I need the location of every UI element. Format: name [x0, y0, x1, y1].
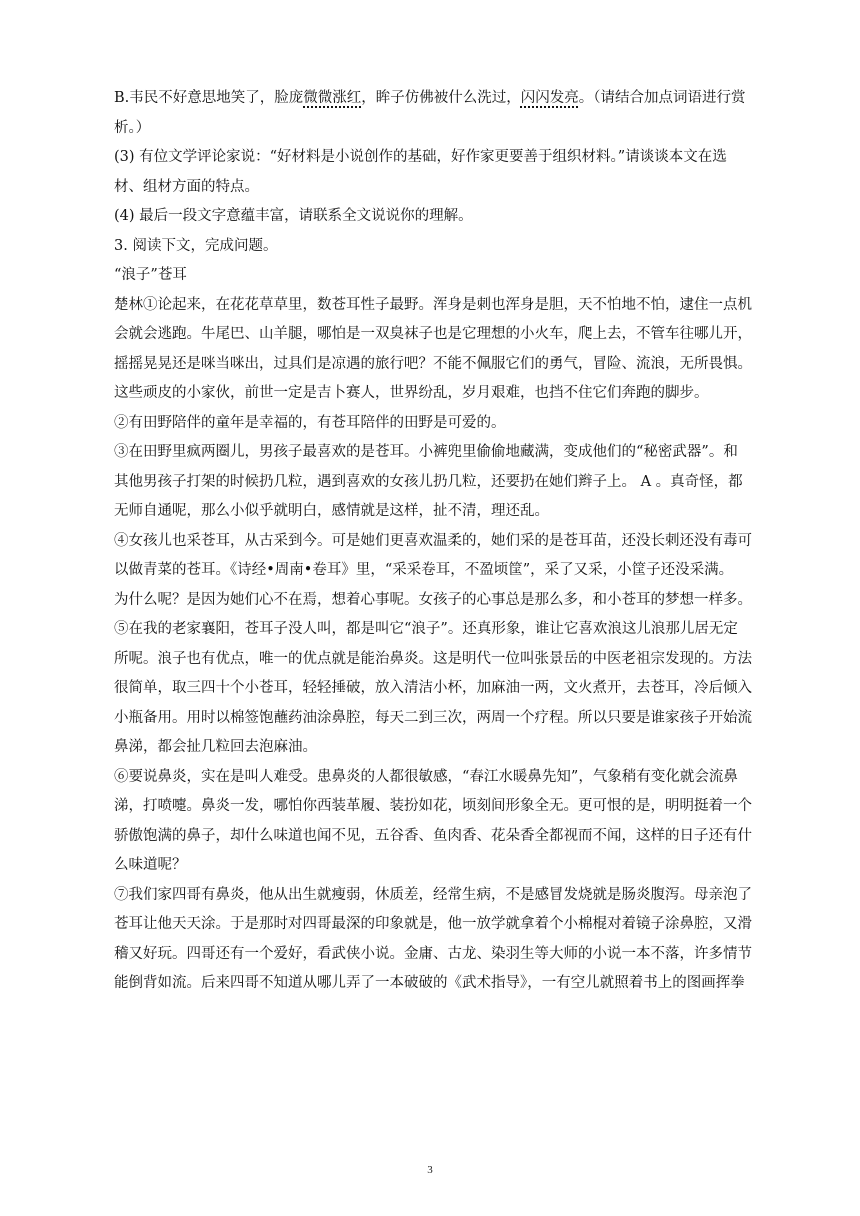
paragraph-line: ⑤在我的老家襄阳，苍耳子没人叫，都是叫它“浪子”。还真形象，谁让它喜欢浪这儿浪那儿居无定: [114, 621, 738, 637]
paragraph-line: 会就会逃跑。牛尾巴、山羊腿，哪怕是一双臭袜子也是它理想的小火车，爬上去，不管车往哪儿开，: [114, 326, 752, 342]
paragraph-line: 小瓶备用。用时以棉签饱蘸药油涂鼻腔，每天二到三次，两周一个疗程。所以只要是谁家孩子开始流: [114, 709, 752, 726]
paragraph-line: 能倒背如流。后来四哥不知道从哪儿弄了一本破破的《武术指导》，一有空儿就照着书上的图画挥拳: [114, 975, 745, 991]
paragraph-line: ④女孩儿也采苍耳，从古采到今。可是她们更喜欢温柔的，她们采的是苍耳苗，还没长刺还没有毒可: [114, 532, 752, 549]
page-number: 3: [427, 1164, 433, 1176]
paragraph-line: ②有田野陪伴的童年是幸福的，有苍耳陪伴的田野是可爱的。: [114, 414, 506, 431]
section-heading: 3. 阅读下文，完成问题。: [114, 237, 278, 254]
text-run: 。（请结合加点词语进行赏: [578, 90, 746, 106]
paragraph-line: 骄傲饱满的鼻子，却什么味道也闻不见，五谷香、鱼肉香、花朵香全都视而不闻，这样的日子还有什: [114, 827, 752, 844]
paragraph-line: 以做青菜的苍耳。《诗经•周南•卷耳》里，“采采卷耳，不盈顷筐”，采了又采，小筐子还没采满。: [114, 562, 734, 578]
paragraph-line: 很简单，取三四十个小苍耳，轻轻捶破，放入清洁小杯，加麻油一两，文火煮开，去苍耳，冷后倾入: [114, 680, 752, 696]
paragraph-line: 稽又好玩。四哥还有一个爱好，看武侠小说。金庸、古龙、染羽生等大师的小说一本不落，许多情节: [114, 945, 752, 962]
question-4: (4) 最后一段文字意蕴丰富，请联系全文说说你的理解。: [114, 208, 473, 224]
paragraph-line: 么味道呢？: [114, 857, 187, 873]
article-title: “浪子”苍耳: [114, 267, 187, 283]
paragraph-line: 苍耳让他天天涂。于是那时对四哥最深的印象就是，他一放学就拿着个小棉棍对着镜子涂鼻腔，又滑: [114, 916, 752, 932]
paragraph-line: 这些顽皮的小家伙，前世一定是吉卜赛人，世界纷乱，岁月艰难，也挡不住它们奔跑的脚步。: [114, 385, 709, 401]
paragraph-line: ③在田野里疯两圈儿，男孩子最喜欢的是苍耳。小裤兜里偷偷地藏满，变成他们的“秘密武器”。和: [114, 444, 738, 460]
paragraph-line: 鼻涕，都会扯几粒回去泡麻油。: [114, 739, 317, 755]
text-line: [114, 84, 766, 114]
document-body: [114, 84, 766, 999]
paragraph-line: ⑥要说鼻炎，实在是叫人难受。患鼻炎的人都很敏感，“春江水暖鼻先知”，气象稍有变化就会流鼻: [114, 768, 738, 785]
emphasized-words: 闪闪发亮: [520, 90, 579, 106]
paragraph-line: 摇摇晃晃还是咪当咪出，过具们是凉遇的旅行吧？不能不佩服它们的勇气，冒险、流浪，无所畏惧。: [114, 355, 752, 372]
text-line: 材、组材方面的特点。: [114, 178, 259, 195]
emphasized-words: 微微涨红: [303, 90, 362, 106]
text-run: ，眸子仿佛被什么洗过，: [361, 90, 521, 106]
paragraph-line: ⑦我们家四哥有鼻炎，他从出生就瘦弱，休质差，经常生病，不是感冒发烧就是肠炎腹泻。母亲泡了: [114, 886, 752, 903]
paragraph-line: 为什么呢？是因为她们心不在焉，想着心事呢。女孩子的心事总是那么多，和小苍耳的梦想一样多。: [114, 591, 752, 608]
text-run: B.韦民不好意思地笑了，脸庞: [114, 90, 304, 106]
text-line: 析。）: [114, 119, 151, 136]
paragraph-line: 其他男孩子打架的时候扔几粒，遇到喜欢的女孩儿扔几粒，还要扔在她们辫子上。 A 。真奇怪，都: [114, 473, 743, 490]
paragraph-line: 无师自通呢，那么小似乎就明白，感情就是这样，扯不清，理还乱。: [114, 503, 549, 519]
paragraph-line: 所呢。浪子也有优点，唯一的优点就是能治鼻炎。这是明代一位叫张景岳的中医老祖宗发现的。方法: [114, 650, 752, 667]
question-3: (3) 有位文学评论家说：“好材料是小说创作的基础，好作家更要善于组织材料。”请谈谈本文在选: [114, 149, 727, 165]
paragraph-line: 涕，打喷嚏。鼻炎一发，哪怕你西装革履、装扮如花，顷刻间形象全无。更可恨的是，明明挺着一个: [114, 798, 752, 814]
paragraph-line: 楚林①论起来，在花花草草里，数苍耳性子最野。浑身是刺也浑身是胆，天不怕地不怕，逮住一点机: [114, 296, 752, 313]
